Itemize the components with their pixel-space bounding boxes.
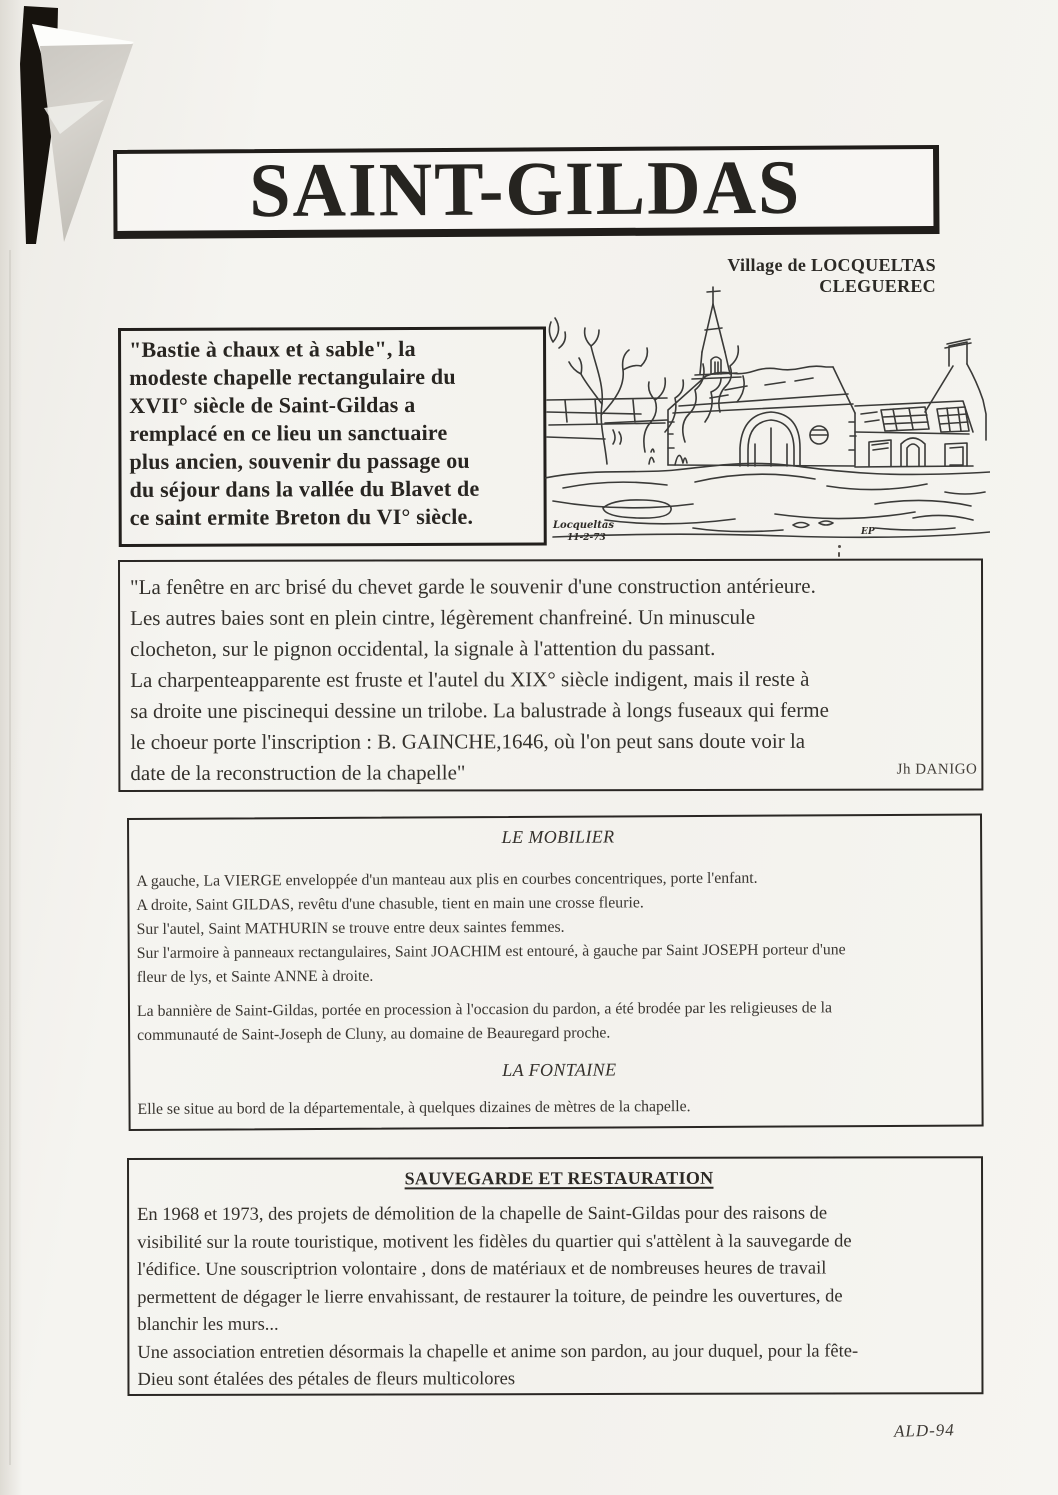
mobilier-line: Sur l'armoire à panneaux rectangulaires, Saint JOACHIM est entouré, à gauche par Saint JOSEPH porteur d'une bbox=[136, 941, 846, 962]
location-line2: CLEGUEREC bbox=[819, 276, 936, 296]
quote-line: le choeur porte l'inscription : B. GAINCHE,1646, où l'on peut sans doute voir la bbox=[130, 728, 806, 754]
quote-line: Les autres baies sont en plein cintre, légèrement chanfreiné. Un minuscule bbox=[130, 604, 756, 630]
mobilier-paragraph-1 bbox=[136, 866, 981, 990]
location-line1: Village de LOCQUELTAS bbox=[727, 255, 936, 275]
quote-author: Jh DANIGO bbox=[896, 761, 978, 778]
sauvegarde-line: visibilité sur la route touristique, motivent les fidèles du quartier qui s'attèlent à la sauvegarde de bbox=[137, 1230, 852, 1253]
artist-signature: Locqueltas bbox=[553, 520, 614, 531]
chapel-line-drawing bbox=[545, 282, 990, 548]
sauvegarde-line: blanchir les murs... bbox=[137, 1314, 279, 1335]
mobilier-line: Sur l'autel, Saint MATHURIN se trouve entre deux saintes femmes. bbox=[136, 918, 565, 938]
page-edge-line bbox=[9, 250, 11, 1465]
intro-line: plus ancien, souvenir du passage ou bbox=[129, 447, 470, 474]
fontaine-heading: LA FONTAINE bbox=[502, 1059, 617, 1081]
scan-speck bbox=[838, 552, 840, 557]
intro-line: modeste chapelle rectangulaire du bbox=[129, 363, 456, 390]
chapel-sketch bbox=[545, 282, 990, 548]
sauvegarde-line: permettent de dégager le lierre envahissant, de restaurer la toiture, de peindre les ouvertures, de bbox=[137, 1286, 843, 1308]
quote-box bbox=[118, 558, 983, 792]
intro-line: XVII° siècle de Saint-Gildas a bbox=[129, 391, 416, 418]
sauvegarde-line: Une association entretien désormais la chapelle et anime son pardon, au jour duquel, pour la fête- bbox=[137, 1340, 859, 1363]
sauvegarde-line: En 1968 et 1973, des projets de démolition de la chapelle de Saint-Gildas pour des raisons de bbox=[137, 1203, 828, 1225]
mobilier-line: La bannière de Saint-Gildas, portée en procession à l'occasion du pardon, a été brodée par les religieuses de la bbox=[136, 999, 833, 1020]
intro-line: remplacé en ce lieu un sanctuaire bbox=[129, 419, 448, 446]
quote-line: date de la reconstruction de la chapelle" bbox=[130, 760, 466, 785]
intro-line: ce saint ermite Breton du VI° siècle. bbox=[129, 503, 474, 530]
quote-line: sa droite une piscinequi dessine un trilobe. La balustrade à longs fuseaux qui ferme bbox=[130, 697, 829, 723]
mobilier-paragraph-2 bbox=[137, 996, 981, 1048]
sauvegarde-line: Dieu sont étalées des pétales de fleurs multicolores bbox=[137, 1369, 516, 1390]
mobilier-heading: LE MOBILIER bbox=[501, 826, 615, 848]
sauvegarde-box bbox=[127, 1156, 983, 1396]
sauvegarde-heading: SAUVEGARDE ET RESTAURATION bbox=[404, 1167, 714, 1189]
intro-line: du séjour dans la vallée du Blavet de bbox=[129, 475, 480, 502]
quote-line: La charpenteapparente est fruste et l'autel du XIX° siècle indigent, mais il reste à bbox=[130, 666, 810, 692]
title-box bbox=[113, 145, 940, 239]
footer-reference: ALD-94 bbox=[893, 1420, 956, 1441]
intro-line: "Bastie à chaux et à sable", la bbox=[129, 335, 416, 362]
mobilier-line: A gauche, La VIERGE enveloppée d'un manteau aux plis en courbes concentriques, porte l'enfant. bbox=[136, 869, 758, 890]
intro-text-box bbox=[118, 327, 547, 547]
sauvegarde-paragraph bbox=[137, 1200, 981, 1394]
quote-line: "La fenêtre en arc brisé du chevet garde le souvenir d'une construction antérieure. bbox=[130, 573, 816, 599]
mobilier-line: communauté de Saint-Joseph de Cluny, au domaine de Beauregard proche. bbox=[137, 1024, 611, 1044]
artist-date: 11-2-73 bbox=[567, 533, 606, 543]
mobilier-line: A droite, Saint GILDAS, revêtu d'une chasuble, tient en main une crosse fleurie. bbox=[136, 894, 644, 914]
fontaine-text: Elle se situe au bord de la départementale, à quelques dizaines de mètres de la chapelle. bbox=[137, 1098, 691, 1118]
page-title: SAINT-GILDAS bbox=[249, 145, 802, 234]
mobilier-box bbox=[127, 814, 984, 1131]
quote-line: clocheton, sur le pignon occidental, la signale à l'attention du passant. bbox=[130, 635, 716, 661]
sauvegarde-line: l'édifice. Une souscriptrion volontaire , dons de matériaux et de nombreuses heures de travail bbox=[137, 1258, 827, 1280]
mobilier-line: fleur de lys, et Sainte ANNE à droite. bbox=[136, 967, 374, 986]
artist-initials: EP bbox=[861, 527, 875, 537]
